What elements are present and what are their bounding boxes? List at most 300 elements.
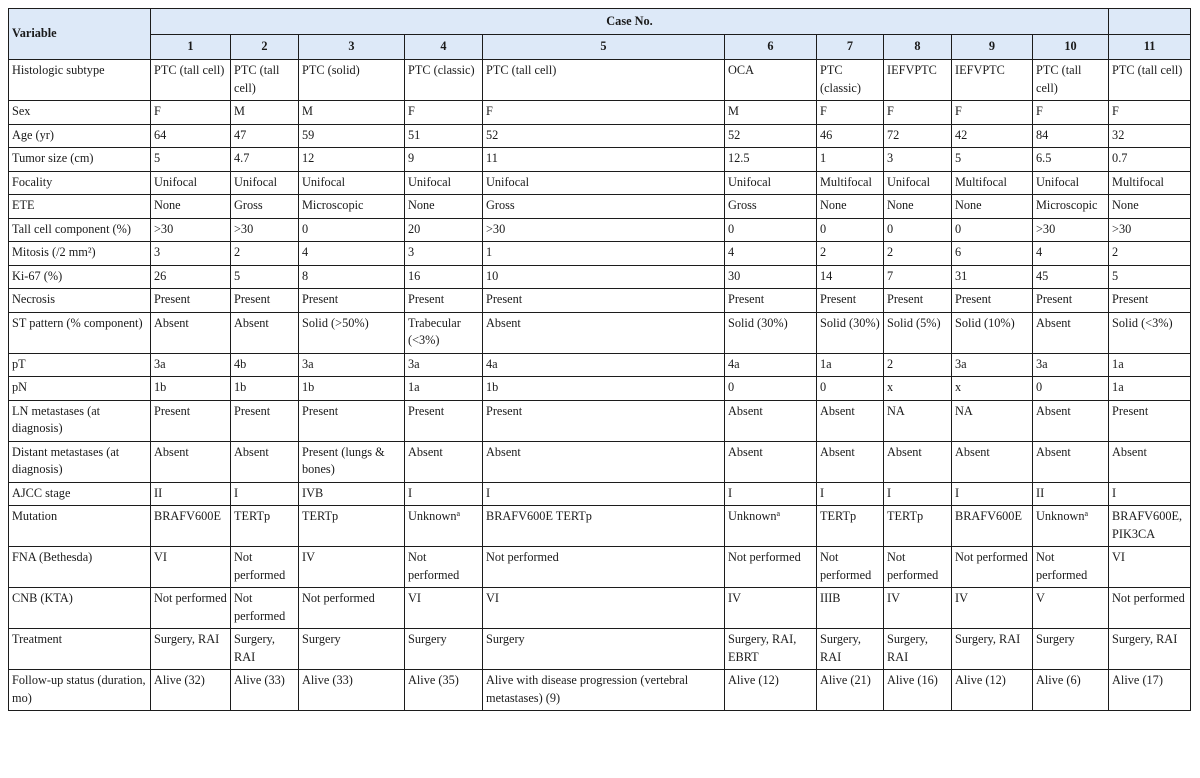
- row-label: Tumor size (cm): [9, 148, 151, 172]
- table-cell: [817, 242, 884, 266]
- table-cell: [151, 441, 231, 482]
- cell-value: Surgery, RAI: [1112, 632, 1178, 646]
- cell-value: I: [820, 485, 825, 500]
- case-number-row: [9, 35, 1191, 60]
- table-container: [8, 8, 1191, 711]
- cell-value: 5: [1112, 268, 1119, 283]
- table-cell: [817, 353, 884, 377]
- table-cell: [1109, 195, 1191, 219]
- cell-value: II: [1036, 485, 1045, 500]
- table-cell: [725, 289, 817, 313]
- cell-value: Gross: [234, 198, 263, 212]
- table-cell: [1033, 101, 1109, 125]
- table-row: [9, 289, 1191, 313]
- table-cell: [1109, 101, 1191, 125]
- cell-value: F: [887, 104, 894, 118]
- table-cell: [483, 218, 725, 242]
- table-cell: [817, 101, 884, 125]
- table-cell: [405, 377, 483, 401]
- cell-value: 3: [887, 151, 894, 165]
- cell-value: Not performed: [408, 550, 460, 582]
- footnote-marker: a: [456, 509, 461, 518]
- table-cell: [1033, 400, 1109, 441]
- cell-value: 1a: [820, 356, 832, 371]
- cell-value: Absent: [234, 315, 269, 330]
- cell-value: Present: [820, 292, 857, 306]
- cell-value: Unifocal: [154, 174, 198, 189]
- table-cell: [952, 218, 1033, 242]
- table-cell: [817, 148, 884, 172]
- cell-value: 4a: [728, 356, 740, 371]
- table-cell: [231, 377, 299, 401]
- cell-value: 7: [887, 268, 894, 283]
- cell-value: 2: [887, 245, 894, 259]
- cell-value: IVB: [302, 485, 324, 500]
- cell-value: PTC (tall cell): [154, 63, 225, 77]
- cell-value: BRAFV600E, PIK3CA: [1112, 509, 1183, 541]
- table-cell: [151, 588, 231, 629]
- table-row: [9, 171, 1191, 195]
- table-cell: [231, 195, 299, 219]
- table-cell: [884, 195, 952, 219]
- case-number-5: 5: [483, 35, 725, 60]
- table-row: [9, 312, 1191, 353]
- cell-value: VI: [1112, 550, 1126, 564]
- table-cell: [299, 312, 405, 353]
- cell-value: VI: [408, 591, 421, 605]
- table-cell: [299, 218, 405, 242]
- table-cell: [405, 265, 483, 289]
- cell-value: 51: [408, 127, 421, 142]
- table-cell: [884, 441, 952, 482]
- cell-value: PTC (classic): [820, 63, 861, 95]
- cell-value: >30: [234, 221, 254, 236]
- cell-value: Absent: [1036, 444, 1071, 459]
- cell-value: NA: [955, 403, 973, 418]
- table-cell: [884, 148, 952, 172]
- cell-value: x: [887, 380, 894, 394]
- table-cell: [725, 60, 817, 101]
- cell-value: 2: [1112, 245, 1119, 259]
- table-cell: [405, 312, 483, 353]
- table-cell: [952, 124, 1033, 148]
- table-cell: [483, 482, 725, 506]
- cell-value: 0: [887, 221, 894, 236]
- table-cell: [1033, 242, 1109, 266]
- table-cell: [405, 547, 483, 588]
- cell-value: 0: [820, 221, 827, 236]
- cell-value: 20: [408, 221, 421, 236]
- table-cell: [299, 441, 405, 482]
- table-cell: [725, 377, 817, 401]
- cell-value: None: [955, 198, 982, 212]
- cell-value: 0: [728, 221, 735, 236]
- table-cell: [483, 547, 725, 588]
- table-cell: [1033, 547, 1109, 588]
- table-cell: [483, 629, 725, 670]
- cell-value: x: [955, 380, 962, 394]
- table-row: [9, 377, 1191, 401]
- table-cell: [952, 289, 1033, 313]
- cell-value: Unifocal: [234, 174, 278, 189]
- case-summary-table: [8, 8, 1191, 711]
- case-number-4: 4: [405, 35, 483, 60]
- cell-value: BRAFV600E: [154, 509, 221, 523]
- table-cell: [817, 60, 884, 101]
- cell-value: 4a: [486, 356, 498, 371]
- cell-value: 0: [728, 380, 735, 394]
- cell-value: Absent: [234, 444, 269, 459]
- row-label: FNA (Bethesda): [9, 547, 151, 588]
- cell-value: I: [408, 485, 413, 500]
- table-cell: [299, 506, 405, 547]
- cell-value: 4: [302, 245, 309, 259]
- table-cell: [725, 312, 817, 353]
- cell-value: Present: [154, 403, 191, 418]
- table-cell: [725, 148, 817, 172]
- table-cell: [1033, 482, 1109, 506]
- case-number-8: 8: [884, 35, 952, 60]
- table-cell: [1109, 265, 1191, 289]
- table-row: [9, 482, 1191, 506]
- table-cell: [1033, 171, 1109, 195]
- cell-value: IV: [728, 591, 741, 605]
- table-cell: [405, 242, 483, 266]
- cell-value: 5: [234, 268, 241, 283]
- cell-value: Alive (6): [1036, 673, 1081, 687]
- table-cell: [725, 101, 817, 125]
- table-cell: [1033, 441, 1109, 482]
- table-cell: [952, 441, 1033, 482]
- table-cell: [1109, 377, 1191, 401]
- table-cell: [1109, 588, 1191, 629]
- cell-value: 0: [302, 221, 309, 236]
- cell-value: Absent: [728, 403, 763, 418]
- cell-value: Microscopic: [1036, 198, 1098, 212]
- table-cell: [231, 629, 299, 670]
- cell-value: Not performed: [486, 550, 559, 564]
- cell-value: Absent: [408, 444, 443, 459]
- table-cell: [231, 60, 299, 101]
- table-cell: [299, 353, 405, 377]
- cell-value: I: [728, 485, 733, 500]
- table-cell: [299, 148, 405, 172]
- cell-value: Absent: [820, 444, 855, 459]
- table-cell: [817, 629, 884, 670]
- table-cell: [952, 588, 1033, 629]
- cell-value: Surgery, RAI: [820, 632, 861, 664]
- row-label: Age (yr): [9, 124, 151, 148]
- table-cell: [405, 101, 483, 125]
- table-cell: [817, 482, 884, 506]
- cell-value: 0: [955, 221, 962, 236]
- cell-value: NA: [887, 403, 905, 418]
- row-label: Follow-up status (duration, mo): [9, 670, 151, 711]
- table-cell: [405, 506, 483, 547]
- row-label: Focality: [9, 171, 151, 195]
- cell-value: 2: [887, 356, 894, 371]
- cell-value: 3a: [302, 356, 314, 371]
- row-label: Sex: [9, 101, 151, 125]
- cell-value: Gross: [728, 198, 757, 212]
- table-cell: [299, 547, 405, 588]
- table-cell: [151, 506, 231, 547]
- cell-value: IV: [302, 550, 315, 564]
- table-cell: [483, 101, 725, 125]
- table-cell: [299, 101, 405, 125]
- cell-value: Absent: [486, 315, 521, 330]
- row-label: Distant metastases (at diagnosis): [9, 441, 151, 482]
- cell-value: 2: [234, 245, 241, 259]
- table-cell: [405, 289, 483, 313]
- cell-value: Alive (35): [408, 673, 459, 687]
- table-cell: [483, 148, 725, 172]
- cell-value: Absent: [154, 315, 189, 330]
- case-number-2: 2: [231, 35, 299, 60]
- table-cell: [817, 506, 884, 547]
- cell-value: 3a: [955, 356, 967, 371]
- table-cell: [884, 242, 952, 266]
- cell-value: 1b: [486, 380, 499, 394]
- table-cell: [884, 670, 952, 711]
- table-cell: [884, 547, 952, 588]
- table-cell: [151, 265, 231, 289]
- table-cell: [1109, 670, 1191, 711]
- table-cell: [483, 400, 725, 441]
- table-cell: [405, 171, 483, 195]
- cell-value: Surgery, RAI: [887, 632, 928, 664]
- table-cell: [1109, 289, 1191, 313]
- cell-value: Absent: [154, 444, 189, 459]
- table-cell: [405, 218, 483, 242]
- cell-value: 5: [955, 151, 962, 165]
- cell-value: Solid (>50%): [302, 315, 369, 330]
- table-cell: [231, 506, 299, 547]
- table-row: [9, 670, 1191, 711]
- table-cell: [1033, 670, 1109, 711]
- table-cell: [483, 506, 725, 547]
- table-cell: [1033, 353, 1109, 377]
- cell-value: Not performed: [887, 550, 939, 582]
- cell-value: Trabecular (<3%): [408, 315, 461, 347]
- cell-value: TERTp: [887, 509, 924, 523]
- table-cell: [725, 588, 817, 629]
- cell-value: Surgery, RAI: [234, 632, 275, 664]
- table-cell: [952, 482, 1033, 506]
- table-cell: [1109, 547, 1191, 588]
- table-cell: [1033, 312, 1109, 353]
- table-cell: [483, 171, 725, 195]
- cell-value: Absent: [1036, 315, 1071, 330]
- cell-value: >30: [154, 221, 174, 236]
- table-cell: [1109, 148, 1191, 172]
- cell-value: Not performed: [820, 550, 872, 582]
- table-cell: [405, 441, 483, 482]
- table-cell: [151, 629, 231, 670]
- table-cell: [299, 195, 405, 219]
- cell-value: Surgery: [302, 632, 341, 646]
- cell-value: Alive (16): [887, 673, 938, 687]
- cell-value: 3: [408, 245, 415, 259]
- table-cell: [952, 171, 1033, 195]
- table-cell: [725, 171, 817, 195]
- table-cell: [231, 400, 299, 441]
- table-cell: [299, 242, 405, 266]
- table-cell: [299, 289, 405, 313]
- table-cell: [817, 547, 884, 588]
- table-cell: [952, 506, 1033, 547]
- table-cell: [952, 312, 1033, 353]
- table-cell: [299, 60, 405, 101]
- table-row: [9, 353, 1191, 377]
- case-number-9: 9: [952, 35, 1033, 60]
- cell-value: 46: [820, 127, 833, 142]
- table-cell: [231, 353, 299, 377]
- cell-value: Unifocal: [486, 174, 530, 189]
- cell-value: Unknown: [728, 509, 777, 523]
- table-cell: [1109, 506, 1191, 547]
- table-cell: [884, 377, 952, 401]
- cell-value: M: [234, 104, 245, 118]
- cell-value: Alive with disease progression (vertebral metastases) (9): [486, 673, 689, 705]
- cell-value: Unknown: [1036, 509, 1085, 523]
- cell-value: Multifocal: [1112, 174, 1164, 189]
- table-cell: [952, 148, 1033, 172]
- table-cell: [151, 353, 231, 377]
- cell-value: 1b: [234, 380, 247, 394]
- table-row: [9, 195, 1191, 219]
- cell-value: F: [154, 104, 161, 118]
- table-cell: [725, 124, 817, 148]
- table-cell: [151, 400, 231, 441]
- table-cell: [405, 124, 483, 148]
- cell-value: Solid (10%): [955, 315, 1015, 330]
- table-row: [9, 547, 1191, 588]
- cell-value: Multifocal: [820, 174, 872, 189]
- table-cell: [1033, 60, 1109, 101]
- cell-value: Absent: [820, 403, 855, 418]
- table-cell: [884, 312, 952, 353]
- table-row: [9, 148, 1191, 172]
- cell-value: 59: [302, 127, 315, 142]
- table-cell: [817, 312, 884, 353]
- table-row: [9, 101, 1191, 125]
- table-cell: [405, 353, 483, 377]
- cell-value: Not performed: [302, 591, 375, 605]
- cell-value: Present: [302, 292, 339, 306]
- table-cell: [1033, 506, 1109, 547]
- footnote-marker: a: [776, 509, 781, 518]
- table-cell: [1033, 265, 1109, 289]
- cell-value: Present: [887, 292, 924, 306]
- cell-value: Absent: [1112, 444, 1147, 459]
- cell-value: 3a: [1036, 356, 1048, 371]
- case-number-10: 10: [1033, 35, 1109, 60]
- row-label: Mitosis (/2 mm²): [9, 242, 151, 266]
- cell-value: Present: [486, 292, 523, 306]
- table-cell: [231, 148, 299, 172]
- cell-value: Solid (30%): [820, 315, 880, 330]
- cell-value: 52: [486, 127, 499, 142]
- table-cell: [725, 670, 817, 711]
- cell-value: Not performed: [955, 550, 1028, 564]
- cell-value: TERTp: [234, 509, 271, 523]
- cell-value: 0: [820, 380, 827, 394]
- case-number-1: 1: [151, 35, 231, 60]
- table-cell: [151, 218, 231, 242]
- cell-value: 3: [154, 245, 161, 259]
- row-label: Ki-67 (%): [9, 265, 151, 289]
- cell-value: Gross: [486, 198, 515, 212]
- table-cell: [405, 588, 483, 629]
- cell-value: Solid (<3%): [1112, 315, 1173, 330]
- table-cell: [405, 148, 483, 172]
- table-cell: [231, 670, 299, 711]
- cell-value: Present: [302, 403, 339, 418]
- cell-value: I: [955, 485, 960, 500]
- cell-value: 16: [408, 268, 421, 283]
- table-cell: [884, 60, 952, 101]
- cell-value: None: [154, 198, 181, 212]
- table-cell: [725, 242, 817, 266]
- table-cell: [1109, 60, 1191, 101]
- table-cell: [1109, 312, 1191, 353]
- cell-value: Surgery, RAI: [955, 632, 1021, 646]
- table-cell: [884, 506, 952, 547]
- cell-value: M: [728, 104, 739, 118]
- table-cell: [151, 312, 231, 353]
- table-cell: [725, 218, 817, 242]
- cell-value: Surgery, RAI, EBRT: [728, 632, 797, 664]
- row-label: Necrosis: [9, 289, 151, 313]
- cell-value: None: [1112, 198, 1139, 212]
- cell-value: 1: [820, 151, 827, 165]
- table-cell: [483, 312, 725, 353]
- cell-value: 1a: [1112, 356, 1124, 371]
- table-cell: [1033, 195, 1109, 219]
- table-cell: [1033, 289, 1109, 313]
- cell-value: IIIB: [820, 591, 841, 605]
- table-cell: [151, 124, 231, 148]
- cell-value: VI: [154, 550, 167, 564]
- table-cell: [231, 482, 299, 506]
- cell-value: Absent: [1036, 403, 1071, 418]
- table-cell: [1033, 377, 1109, 401]
- cell-value: 30: [728, 268, 741, 283]
- cell-value: Not performed: [234, 550, 286, 582]
- cell-value: 12: [302, 151, 315, 165]
- table-cell: [483, 588, 725, 629]
- table-cell: [299, 124, 405, 148]
- cell-value: Alive (12): [728, 673, 779, 687]
- cell-value: Surgery, RAI: [154, 632, 220, 646]
- table-cell: [231, 124, 299, 148]
- table-cell: [1109, 482, 1191, 506]
- table-cell: [405, 629, 483, 670]
- table-cell: [299, 171, 405, 195]
- cell-value: Present: [234, 403, 271, 418]
- table-cell: [405, 670, 483, 711]
- cell-value: IV: [887, 591, 900, 605]
- table-cell: [884, 400, 952, 441]
- table-cell: [952, 101, 1033, 125]
- cell-value: >30: [486, 221, 506, 236]
- cell-value: I: [1112, 485, 1117, 500]
- cell-value: Surgery: [1036, 632, 1075, 646]
- table-cell: [483, 60, 725, 101]
- cell-value: 1: [486, 245, 493, 259]
- table-cell: [952, 400, 1033, 441]
